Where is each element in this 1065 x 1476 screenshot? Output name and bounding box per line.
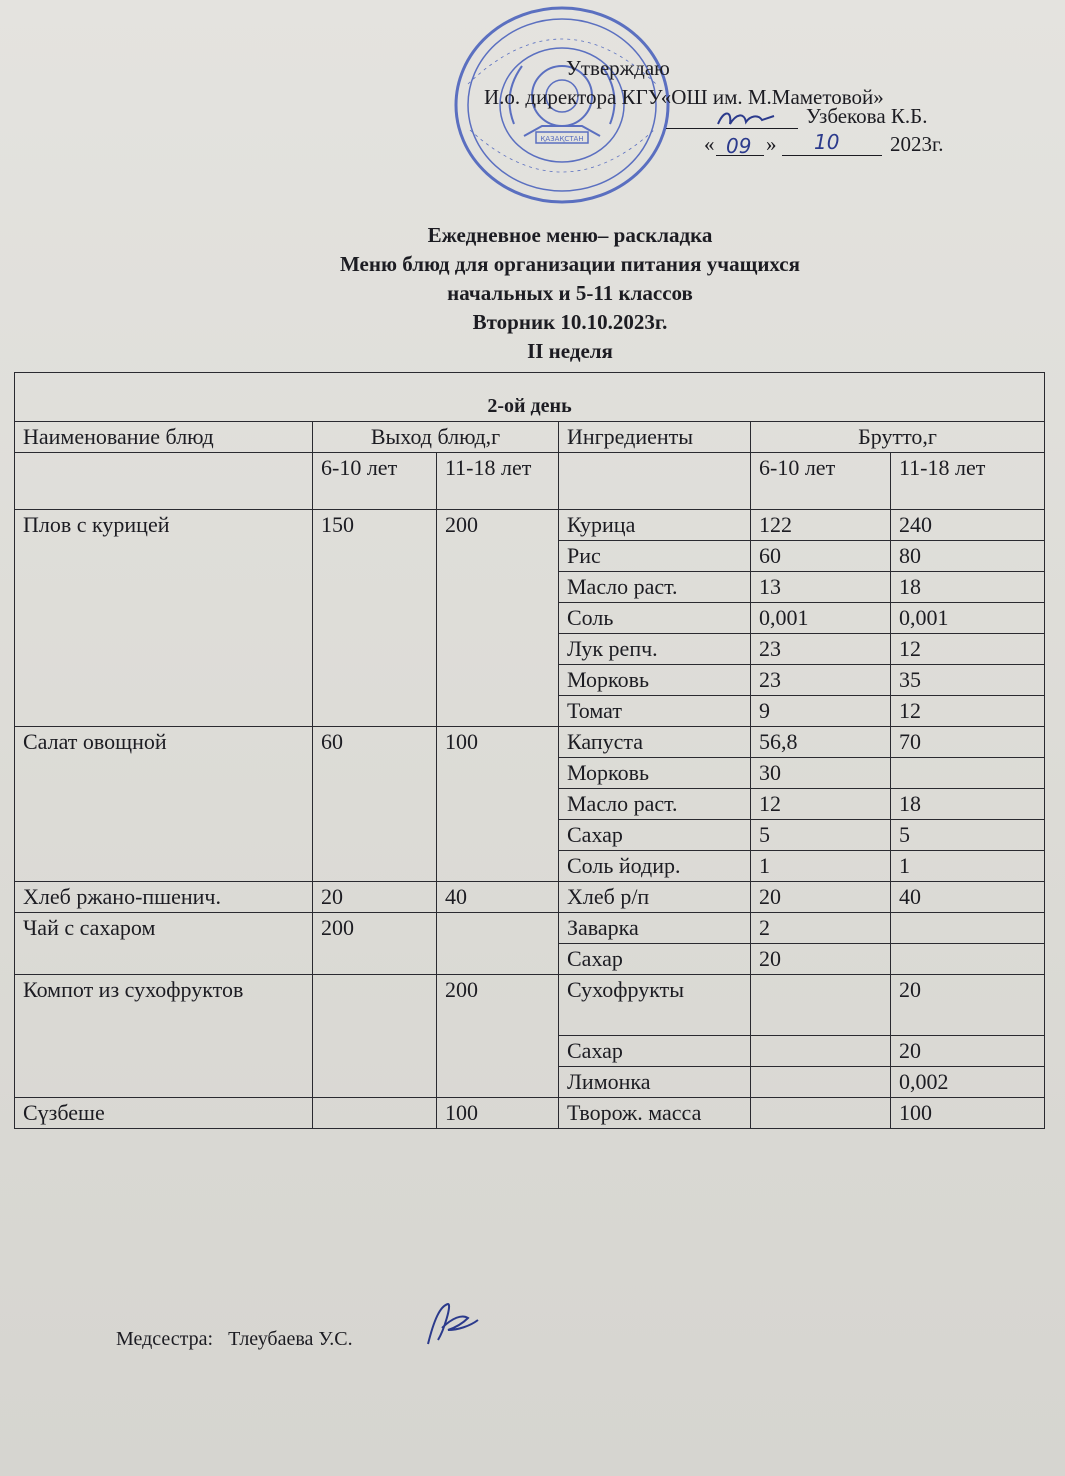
dish-output-age2: 200 [437, 975, 559, 1098]
subheader-gross-age1: 6-10 лет [751, 453, 891, 510]
document-title [230, 221, 910, 366]
nurse-label: Медсестра: [116, 1328, 214, 1350]
ingredient-name: Морковь [559, 758, 751, 789]
ingredient-gross-age1: 2 [751, 913, 891, 944]
table-row [15, 913, 1045, 944]
ingredient-gross-age1 [751, 1067, 891, 1098]
ingredient-gross-age2: 100 [891, 1098, 1045, 1129]
date-month-line [782, 155, 882, 156]
ingredient-gross-age1: 60 [751, 541, 891, 572]
dish-output-age1 [313, 975, 437, 1098]
ingredient-name: Капуста [559, 727, 751, 758]
title-line-2: Меню блюд для организации питания учащихся [340, 252, 800, 276]
ingredient-gross-age2: 20 [891, 1036, 1045, 1067]
title-line-3: начальных и 5-11 классов [447, 281, 693, 305]
ingredient-gross-age2 [891, 913, 1045, 944]
ingredient-name: Лимонка [559, 1067, 751, 1098]
nurse-name: Тлеубаева У.С. [228, 1328, 353, 1350]
header-row [15, 422, 1045, 453]
ingredient-name: Масло раст. [559, 572, 751, 603]
ingredient-gross-age1: 9 [751, 696, 891, 727]
date-close-quote: » [766, 132, 777, 156]
dish-name: Салат овощной [15, 727, 313, 882]
dish-name: Плов с курицей [15, 510, 313, 727]
menu-table [14, 372, 1045, 1129]
ingredient-gross-age1 [751, 1098, 891, 1129]
ingredient-gross-age1: 30 [751, 758, 891, 789]
ingredient-name: Сахар [559, 1036, 751, 1067]
ingredient-gross-age2: 1 [891, 851, 1045, 882]
dish-name: Компот из сухофруктов [15, 975, 313, 1098]
title-line-1: Ежедневное меню– раскладка [427, 223, 713, 247]
date-day: 09 [726, 134, 752, 158]
title-line-5: II неделя [527, 339, 613, 363]
day-title-row [15, 373, 1045, 422]
ingredient-name: Лук репч. [559, 634, 751, 665]
header-dish: Наименование блюд [15, 422, 313, 453]
ingredient-name: Морковь [559, 665, 751, 696]
subheader-gross-age2: 11-18 лет [891, 453, 1045, 510]
ingredient-name: Соль йодир. [559, 851, 751, 882]
header-output: Выход блюд,г [313, 422, 559, 453]
ingredient-gross-age1: 20 [751, 944, 891, 975]
ingredient-gross-age2: 0,002 [891, 1067, 1045, 1098]
date-month: 10 [814, 130, 840, 154]
subheader-output-age2: 11-18 лет [437, 453, 559, 510]
ingredient-gross-age1: 23 [751, 634, 891, 665]
ingredient-gross-age2: 80 [891, 541, 1045, 572]
ingredient-name: Сухофрукты [559, 975, 751, 1036]
nurse-signature-icon [418, 1300, 488, 1350]
subheader-empty [15, 453, 313, 510]
ingredient-gross-age2: 35 [891, 665, 1045, 696]
header-ingredients: Ингредиенты [559, 422, 751, 453]
table-row [15, 727, 1045, 758]
dish-name: Сүзбеше [15, 1098, 313, 1129]
ingredient-name: Сахар [559, 944, 751, 975]
dish-output-age1: 60 [313, 727, 437, 882]
ingredient-gross-age1: 12 [751, 789, 891, 820]
ingredient-gross-age2: 70 [891, 727, 1045, 758]
header-gross: Брутто,г [751, 422, 1045, 453]
ingredient-gross-age1: 13 [751, 572, 891, 603]
ingredient-name: Соль [559, 603, 751, 634]
ingredient-gross-age2: 40 [891, 882, 1045, 913]
title-line-4: Вторник 10.10.2023г. [472, 310, 668, 334]
ingredient-gross-age1: 1 [751, 851, 891, 882]
ingredient-gross-age1 [751, 1036, 891, 1067]
dish-name: Чай с сахаром [15, 913, 313, 975]
ingredient-gross-age1 [751, 975, 891, 1036]
dish-output-age2: 100 [437, 1098, 559, 1129]
subheader-empty-2 [559, 453, 751, 510]
ingredient-gross-age1: 23 [751, 665, 891, 696]
ingredient-gross-age2: 0,001 [891, 603, 1045, 634]
ingredient-name: Курица [559, 510, 751, 541]
director-name: Узбекова К.Б. [806, 104, 928, 128]
ingredient-gross-age1: 0,001 [751, 603, 891, 634]
day-title: 2-ой день [15, 373, 1045, 422]
ingredient-gross-age2: 240 [891, 510, 1045, 541]
ingredient-gross-age1: 56,8 [751, 727, 891, 758]
ingredient-gross-age2: 12 [891, 634, 1045, 665]
dish-output-age1: 20 [313, 882, 437, 913]
date-year: 2023г. [890, 132, 944, 156]
table-row [15, 510, 1045, 541]
table-row [15, 975, 1045, 1036]
ingredient-gross-age2: 5 [891, 820, 1045, 851]
ingredient-name: Масло раст. [559, 789, 751, 820]
dish-name: Хлеб ржано-пшенич. [15, 882, 313, 913]
ingredient-gross-age2 [891, 758, 1045, 789]
subheader-row [15, 453, 1045, 510]
ingredient-name: Томат [559, 696, 751, 727]
dish-output-age2: 40 [437, 882, 559, 913]
director-signature-icon [714, 106, 784, 132]
ingredient-name: Заварка [559, 913, 751, 944]
seal-center-text: ҚАЗАҚСТАН [540, 135, 584, 143]
approve-label: Утверждаю [566, 56, 670, 80]
dish-output-age2 [437, 913, 559, 975]
dish-output-age1: 200 [313, 913, 437, 975]
subheader-output-age1: 6-10 лет [313, 453, 437, 510]
ingredient-name: Хлеб р/п [559, 882, 751, 913]
dish-output-age2: 200 [437, 510, 559, 727]
table-row [15, 1098, 1045, 1129]
ingredient-gross-age1: 5 [751, 820, 891, 851]
ingredient-gross-age2: 12 [891, 696, 1045, 727]
ingredient-gross-age1: 122 [751, 510, 891, 541]
ingredient-name: Творож. масса [559, 1098, 751, 1129]
ingredient-gross-age2: 18 [891, 789, 1045, 820]
ingredient-gross-age2: 18 [891, 572, 1045, 603]
ingredient-gross-age2: 20 [891, 975, 1045, 1036]
ingredient-name: Рис [559, 541, 751, 572]
ingredient-name: Сахар [559, 820, 751, 851]
dish-output-age2: 100 [437, 727, 559, 882]
table-row [15, 882, 1045, 913]
approver-position: И.о. директора КГУ«ОШ им. М.Маметовой» [484, 85, 884, 109]
ingredient-gross-age1: 20 [751, 882, 891, 913]
ingredient-gross-age2 [891, 944, 1045, 975]
dish-output-age1: 150 [313, 510, 437, 727]
nurse-signature-line [116, 1328, 353, 1351]
dish-output-age1 [313, 1098, 437, 1129]
date-open-quote: « [704, 132, 715, 156]
